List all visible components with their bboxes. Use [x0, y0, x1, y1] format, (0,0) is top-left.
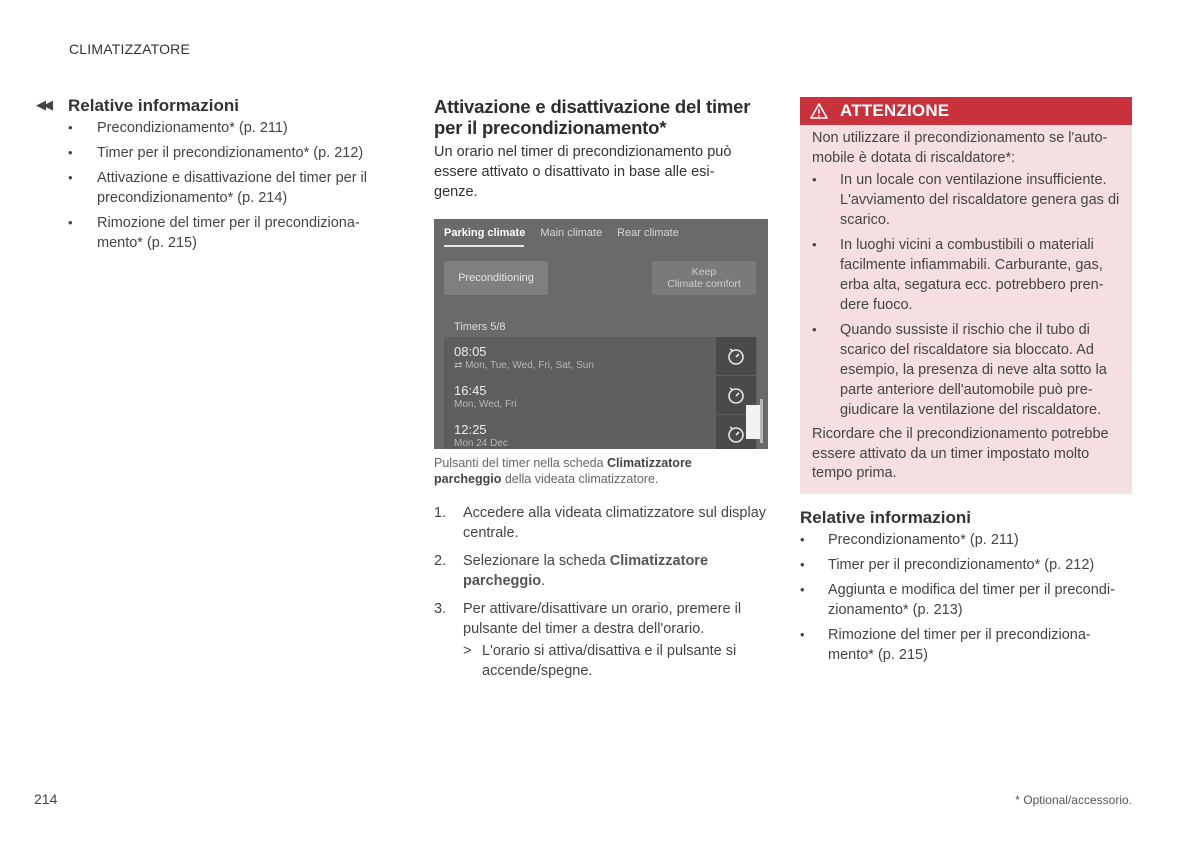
climate-tabs [444, 227, 679, 239]
timer-days: Mon 24 Dec [454, 438, 508, 449]
climate-comfort-label: Climate comfort [667, 278, 741, 290]
keep-label: Keep [691, 266, 717, 278]
link-text[interactable]: Timer per il precondizionamento* (p. 212) [97, 145, 364, 161]
bullet-icon: • [800, 581, 805, 597]
image-code-label [746, 405, 760, 439]
list-item[interactable] [68, 118, 386, 138]
footnote: * Optional/accessorio. [1015, 793, 1132, 807]
figure-caption: Pulsanti del timer nella scheda Climatizzatore parcheggio della videata climatizzatore. [434, 456, 692, 486]
tab-main-climate[interactable]: Main climate [540, 227, 603, 239]
repeat-icon: ⇄ [454, 360, 466, 371]
step-item: 1. Accedere alla videata climatizzatore sul display centrale. [434, 505, 767, 541]
bullet-icon: • [68, 170, 73, 185]
warning-body [800, 125, 1132, 484]
bullet-icon: • [812, 237, 817, 252]
keep-climate-comfort-button[interactable] [652, 261, 756, 295]
warning-title: ATTENZIONE [840, 101, 950, 120]
timer-days: ⇄ Mon, Tue, Wed, Fri, Sat, Sun [454, 360, 594, 371]
link-text[interactable]: Precondizionamento* (p. 211) [828, 531, 1019, 548]
warning-note: Ricordare che il precondizionamento potrebbe essere attivato da un timer impostato molto tempo prima. [812, 426, 1109, 481]
tab-rear-climate[interactable]: Rear climate [617, 227, 679, 239]
timer-row[interactable] [454, 383, 714, 411]
link-text[interactable]: Attivazione e disattivazione del timer per il precondizionamento* (p. 214) [97, 170, 367, 206]
timer-toggle-button[interactable] [716, 337, 756, 375]
related-info-heading: Relative informazioni [68, 96, 239, 115]
list-item: • Quando sussiste il rischio che il tubo di scarico del riscaldatore sia bloccato. Ad esempio, la presenza di neve alta sotto la parte anteriore dell'automobile può pre-giudicare la ventilazione del riscaldatore. [812, 322, 1107, 418]
timer-time: 16:45 [454, 383, 487, 398]
step-number: 1. [434, 505, 447, 521]
warning-triangle-icon [810, 103, 828, 119]
bullet-icon: • [812, 172, 817, 187]
bullet-icon: • [800, 531, 805, 547]
section-title: Attivazione e disattivazione del timer per il precondizionamento* [434, 96, 751, 138]
timer-icon [726, 346, 746, 366]
list-item[interactable] [800, 555, 1132, 575]
timers-count-label: Timers 5/8 [454, 321, 506, 333]
result-marker: > [463, 643, 472, 659]
step-number: 2. [434, 553, 447, 569]
link-text[interactable]: Rimozione del timer per il precondiziona-mento* (p. 215) [97, 215, 360, 251]
steps-list [434, 503, 768, 681]
bullet-icon: • [800, 626, 805, 642]
timer-row[interactable] [454, 422, 714, 449]
climate-screen-image [434, 219, 768, 449]
running-header: CLIMATIZZATORE [69, 41, 191, 57]
link-text[interactable]: Rimozione del timer per il precondiziona-mento* (p. 215) [828, 626, 1091, 663]
left-column [36, 96, 386, 258]
timer-time: 08:05 [454, 344, 487, 359]
warning-box [800, 97, 1132, 494]
tab-name-emphasis: Climatizzatore parcheggio [463, 553, 709, 589]
timer-time: 12:25 [454, 422, 487, 437]
related-info-heading: Relative informazioni [800, 507, 971, 527]
list-item[interactable] [800, 625, 1132, 665]
continued-marker-icon: ◀◀ [36, 97, 50, 112]
warning-list [812, 170, 1122, 420]
list-item[interactable] [68, 143, 386, 163]
bullet-icon: • [800, 556, 805, 572]
step-result: > L'orario si attiva/disattiva e il pulsante si accende/spegne. [463, 643, 737, 679]
step-item: 2. Selezionare la scheda Climatizzatore parcheggio. [434, 553, 709, 589]
list-item[interactable] [68, 168, 386, 208]
timer-icon [726, 424, 746, 444]
list-item[interactable] [800, 530, 1132, 550]
list-item[interactable] [800, 580, 1132, 620]
link-text[interactable]: Aggiunta e modifica del timer per il precondi-zionamento* (p. 213) [828, 581, 1115, 618]
link-text[interactable]: Precondizionamento* (p. 211) [97, 120, 288, 136]
step-number: 3. [434, 601, 447, 617]
warning-header [800, 97, 1132, 125]
bullet-icon: • [68, 215, 73, 230]
scrollbar[interactable] [760, 399, 763, 443]
page-number: 214 [34, 791, 58, 807]
related-info-list [68, 118, 386, 253]
step-item: 3. Per attivare/disattivare un orario, premere il pulsante del timer a destra dell'orario. > L'orario si attiva/disattiva e il pulsante si accende/spegne. [434, 599, 768, 681]
timer-icon [726, 385, 746, 405]
related-info-list [800, 530, 1132, 665]
middle-column [434, 96, 768, 689]
timer-row[interactable] [454, 344, 714, 372]
list-item[interactable] [68, 213, 386, 253]
tab-parking-climate[interactable]: Parking climate [444, 227, 526, 239]
intro-paragraph: Un orario nel timer di precondizionamento può essere attivato o disattivato in base alle esi-genze. [434, 144, 732, 200]
bullet-icon: • [812, 322, 817, 337]
list-item: • In un locale con ventilazione insufficiente. L'avviamento del riscaldatore genera gas di scarico. [812, 172, 1120, 228]
right-column [800, 97, 1132, 670]
list-item: • In luoghi vicini a combustibili o materiali facilmente infiammabili. Carburante, gas, erba alta, segatura ecc. potrebbero pren-dere fuoco. [812, 237, 1104, 313]
bullet-icon: • [68, 120, 73, 135]
bullet-icon: • [68, 145, 73, 160]
active-tab-indicator [444, 245, 524, 247]
warning-intro: Non utilizzare il precondizionamento se l'auto-mobile è dotata di riscaldatore*: [812, 130, 1108, 166]
preconditioning-button[interactable]: Preconditioning [444, 261, 548, 295]
timer-days: Mon, Wed, Fri [454, 399, 517, 410]
timer-list [444, 337, 757, 449]
link-text[interactable]: Timer per il precondizionamento* (p. 212) [828, 556, 1095, 573]
